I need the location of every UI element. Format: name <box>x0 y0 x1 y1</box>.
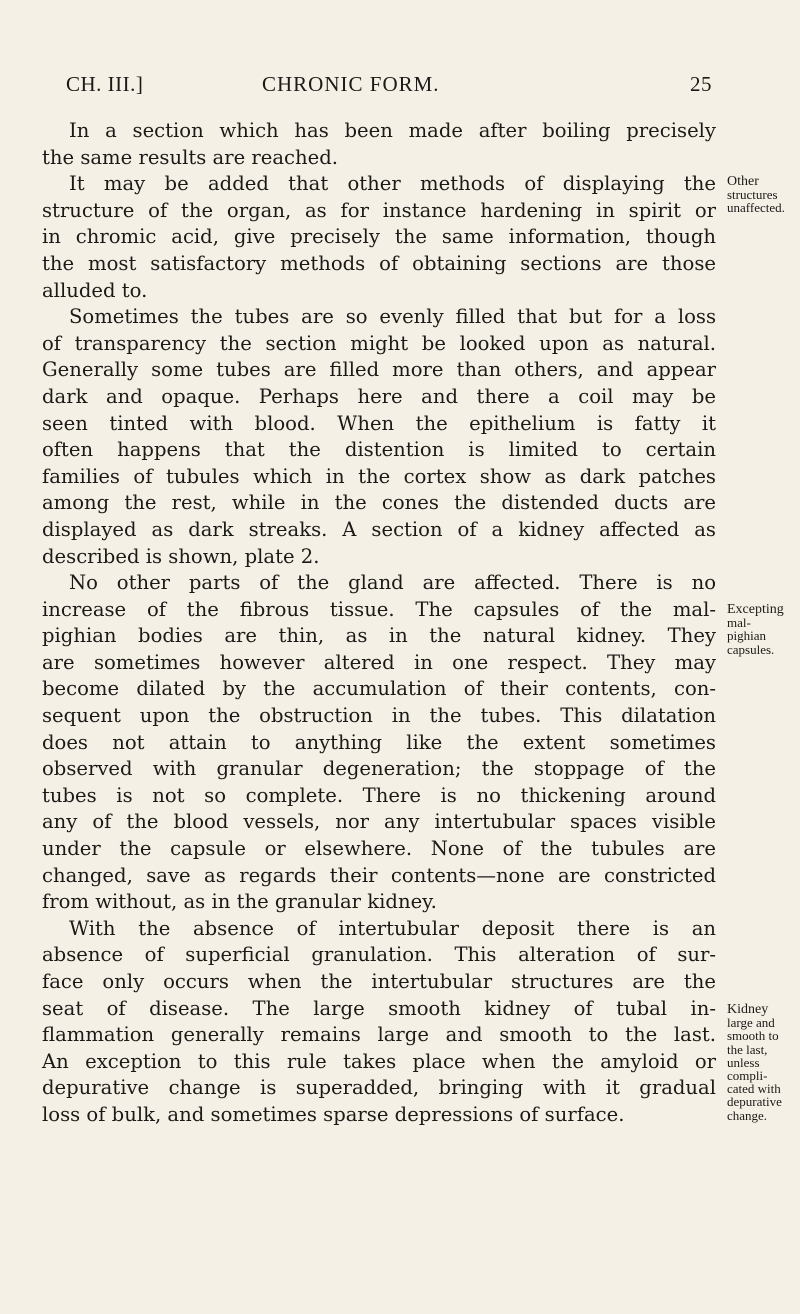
text-line: An exception to this rule takes place when the amyloid or <box>42 1049 716 1073</box>
margin-note-line: pighian <box>727 628 766 644</box>
margin-note-line: compli- <box>727 1068 768 1084</box>
text-line: displayed as dark streaks. A section of a kidney affected as <box>42 517 716 541</box>
text-line: depurative change is superadded, bringing with it gradual <box>42 1076 716 1100</box>
text-line: often happens that the distention is limited to certain <box>42 438 716 462</box>
margin-note-line: the last, <box>727 1041 768 1057</box>
text-line: flammation generally remains large and smooth to the last. <box>42 1023 716 1047</box>
text-line: are sometimes however altered in one respect. They may <box>42 650 716 674</box>
text-line: Generally some tubes are filled more than others, and appear <box>42 358 716 382</box>
text-line: With the absence of intertubular deposit there is an <box>69 916 716 940</box>
margin-note-line: capsules. <box>727 641 775 657</box>
text-line: structure of the organ, as for instance hardening in spirit or <box>42 198 716 222</box>
text-line: among the rest, while in the cones the distended ducts are <box>42 491 716 515</box>
margin-note-other-structures <box>727 175 800 215</box>
margin-note-line: mal- <box>727 615 751 631</box>
main-text <box>42 118 716 1129</box>
text-line: the most satisfactory methods of obtaining sections are those <box>42 251 716 275</box>
chapter-label: CH. III.] <box>66 72 144 96</box>
text-line: seat of disease. The large smooth kidney of tubal in- <box>42 996 716 1020</box>
margin-note-line: Other <box>727 174 759 189</box>
text-line: under the capsule or elsewhere. None of the tubules are <box>42 837 716 861</box>
margin-note-line: unaffected. <box>727 200 785 216</box>
margin-note-line: depurative <box>727 1094 782 1110</box>
text-line: become dilated by the accumulation of their contents, con- <box>42 677 716 701</box>
text-line: pighian bodies are thin, as in the natural kidney. They <box>42 624 716 648</box>
margin-note-line: unless <box>727 1054 760 1070</box>
margin-note-line: Excepting <box>727 602 784 617</box>
text-line: does not attain to anything like the extent sometimes <box>42 730 716 754</box>
text-line: increase of the fibrous tissue. The capsules of the mal- <box>42 597 716 621</box>
text-line: loss of bulk, and sometimes sparse depressions of surface. <box>42 1102 625 1126</box>
text-line: from without, as in the granular kidney. <box>42 890 437 914</box>
text-line: tubes is not so complete. There is no thickening around <box>42 783 716 807</box>
text-line: any of the blood vessels, nor any intertubular spaces visible <box>42 810 716 834</box>
text-line: the same results are reached. <box>42 145 338 169</box>
page-number: 25 <box>690 72 712 96</box>
text-line: seen tinted with blood. When the epithelium is fatty it <box>42 411 716 435</box>
running-header <box>66 72 712 102</box>
text-line: face only occurs when the intertubular structures are the <box>42 970 716 993</box>
margin-note-line: large and <box>727 1015 775 1031</box>
text-line: It may be added that other methods of displaying the <box>69 172 716 196</box>
margin-note-excepting-capsules <box>727 603 800 656</box>
text-line: observed with granular degeneration; the stoppage of the <box>42 757 716 781</box>
text-line: alluded to. <box>42 278 148 302</box>
text-line: absence of superficial granulation. This alteration of sur- <box>42 943 716 967</box>
text-line: changed, save as regards their contents—none are constricted <box>42 863 716 887</box>
page-title: CHRONIC FORM. <box>262 72 440 96</box>
margin-note-line: cated with <box>727 1081 781 1097</box>
margin-note-line: structures <box>727 187 778 203</box>
text-line: of transparency the section might be looked upon as natural. <box>42 331 716 355</box>
margin-note-line: Kidney <box>727 1002 769 1017</box>
text-line: described is shown, plate 2. <box>42 544 320 568</box>
text-line: In a section which has been made after boiling precisely <box>69 119 716 142</box>
margin-note-line: smooth to <box>727 1028 779 1044</box>
text-line: dark and opaque. Perhaps here and there a coil may be <box>42 384 716 408</box>
text-line: sequent upon the obstruction in the tubes. This dilatation <box>42 704 716 728</box>
text-line: in chromic acid, give precisely the same information, though <box>42 225 716 249</box>
text-line: families of tubules which in the cortex show as dark patches <box>42 464 716 488</box>
margin-note-line: change. <box>727 1107 768 1123</box>
margin-note-kidney-large-smooth <box>727 1003 800 1122</box>
text-line: No other parts of the gland are affected. There is no <box>69 571 716 595</box>
text-line: Sometimes the tubes are so evenly filled that but for a loss <box>69 305 716 329</box>
